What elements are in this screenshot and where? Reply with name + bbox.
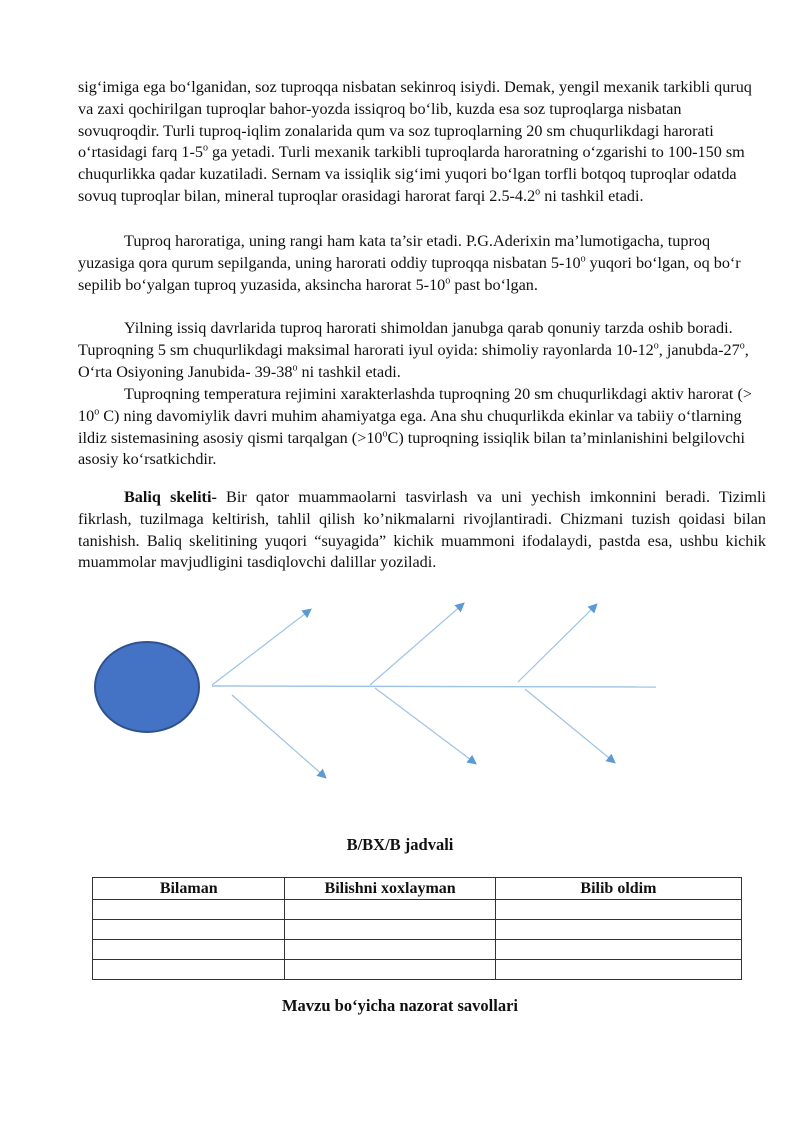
fishbone-term: Baliq skeliti- (124, 488, 217, 506)
paragraph-seasonal-temperature: Yilning issiq davrlarida tuproq harorati shimoldan janubga qarab qonuniy tarzda oshib boradi. Tuproqning 5 sm chuqurlikdagi maksimal harorati iyul oyida: shimoliy rayonlarda 10-12$^o$, janubda-27$^o$, O‘rta Osiyoning Janubida- 39-38$^o$ ni tashkil etadi. (78, 319, 749, 381)
lower-bone-1 (232, 695, 325, 777)
table-row (93, 900, 742, 920)
table-header-row (93, 878, 742, 900)
table-cell[interactable] (495, 940, 741, 960)
table-cell[interactable] (93, 940, 285, 960)
quiz-heading: Mavzu bo‘yicha nazorat savollari (281, 996, 519, 1015)
paragraph-active-temperature: Tuproqning temperatura rejimini xarakterlashda tuproqning 20 sm chuqurlikdagi aktiv harorat (> $10^o$ C) ning davomiylik davri muhim ahamiyatga ega. Ana shu chuqurlikda ekinlar va tabiiy o‘tlarning ildiz sistemasining asosiy qismi tarqalgan $(>10^oC)$ tuproqning issiqlik bilan ta’minlanishini belgilovchi asosiy ko‘rsatkichdir. (78, 385, 753, 469)
table-cell[interactable] (285, 940, 495, 960)
table-cell[interactable] (285, 920, 495, 940)
table-cell[interactable] (93, 920, 285, 940)
table-row (93, 940, 742, 960)
table-cell[interactable] (495, 920, 741, 940)
fish-head (95, 642, 199, 732)
header-bilishni-xoxlayman: Bilishni xoxlayman (285, 878, 495, 900)
table-cell[interactable] (285, 960, 495, 980)
paragraph-fishbone-method: Baliq skeliti- Bir qator muammaolarni tasvirlash va uni yechish imkonnini beradi. Tizimli fikrlash, tuzilmaga keltirish, tahlil qilish ko’nikmalarni rivojlantiradi. Chizmani tuzish qoidasi bilan tanishish. Baliq skelitining yuqori “suyagida” kichik muammoni ifodalaydi, pastda esa, ushbu kichik muammolar mavjudligini tasdiqlovchi dalillar yoziladi. (78, 488, 766, 572)
upper-bone-2 (370, 604, 463, 685)
fish-spine (212, 686, 656, 687)
header-bilaman: Bilaman (93, 878, 285, 900)
bxb-table (92, 877, 742, 980)
table-cell[interactable] (93, 960, 285, 980)
table-cell[interactable] (285, 900, 495, 920)
paragraph-soil-texture: sig‘imiga ega bo‘lganidan, soz tuproqqa nisbatan sekinroq isiydi. Demak, yengil mexanik tarkibli quruq va zaxi qochirilgan tuproqlar bahor-yozda issiqroq bo‘lib, kuzda esa soz tuproqlarga nisbatan sovuqroqdir. Turli tuproq-iqlim zonalarida qum va soz tuproqlarning 20 sm chuqurlikdagi harorati o‘rtasidagi farq 1-5$^o$ ga yetadi. Turli mexanik tarkibli tuproqlarda haroratning o‘zgarishi to 100-150 sm chuqurlikka qadar kuzatiladi. Sernam va issiqlik sig‘imi yuqori bo‘lgan torfli botqoq tuproqlar odatda sovuq tuproqlar bilan, mineral tuproqlar orasidagi harorat farqi 2.5-4.2$^o$ ni tashkil etadi. (78, 78, 752, 205)
upper-bone-1 (212, 610, 310, 685)
lower-bone-3 (525, 689, 614, 762)
fishbone-diagram (0, 590, 800, 800)
table-cell[interactable] (495, 900, 741, 920)
paragraph-soil-color: Tuproq haroratiga, uning rangi ham kata ta’sir etadi. P.G.Aderixin ma’lumotigacha, tuproq yuzasiga qora qurum sepilganda, uning harorati oddiy tuproqqa nisbatan 5-10$^o$ yuqori bo‘lgan, oq bo‘r sepilib bo‘yalgan tuproq yuzasida, aksincha harorat 5-10$^o$ past bo‘lgan. (78, 232, 741, 294)
table-cell[interactable] (93, 900, 285, 920)
upper-bone-3 (518, 605, 596, 682)
table-row (93, 920, 742, 940)
header-bilib-oldim: Bilib oldim (495, 878, 741, 900)
table-cell[interactable] (495, 960, 741, 980)
lower-bone-2 (375, 688, 475, 763)
table-row (93, 960, 742, 980)
table-title: B/BX/B jadvali (346, 835, 454, 854)
